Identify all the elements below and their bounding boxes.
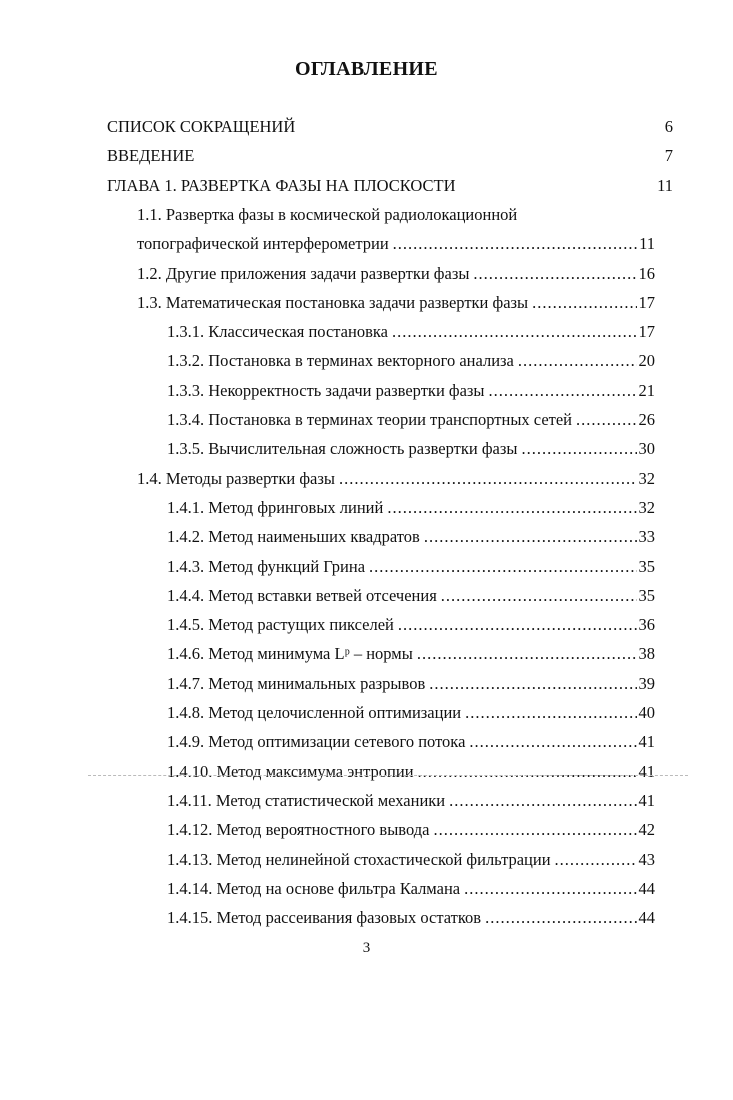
toc-entry-page: 17 <box>638 322 655 342</box>
toc-entry-title: 1.4.11. Метод статистической механики <box>167 790 446 810</box>
dot-leader <box>449 791 636 811</box>
toc-entry-page: 41 <box>638 732 655 752</box>
toc-entry-title: 1.4.14. Метод на основе фильтра Калмана <box>167 878 461 898</box>
toc-entry-title: 1.4.10. Метод максимума энтропии <box>167 761 414 781</box>
dot-leader <box>398 615 637 635</box>
toc-entry-title: СПИСОК СОКРАЩЕНИЙ <box>107 117 296 136</box>
toc-entry <box>167 732 655 756</box>
page-number: 3 <box>362 940 371 956</box>
toc-entry-title: топографической интерферометрии <box>137 234 389 254</box>
toc-entry-page: 44 <box>638 878 655 898</box>
toc-entry <box>167 586 655 610</box>
toc-entry <box>137 469 655 493</box>
toc-entry-title: 1.2. Другие приложения задачи развертки фазы <box>137 263 470 283</box>
dot-leader <box>465 703 636 723</box>
toc-entry-title: 1.3.5. Вычислительная сложность развертки фазы <box>167 439 518 459</box>
toc-entry <box>137 234 655 258</box>
dot-leader <box>393 234 637 254</box>
toc-entry <box>167 644 655 668</box>
toc-entry-title: 1.4.12. Метод вероятностного вывода <box>167 820 430 840</box>
dot-leader <box>417 644 637 664</box>
toc-entry <box>167 674 655 698</box>
dot-leader <box>555 850 637 870</box>
dot-leader <box>485 908 636 928</box>
toc-entry <box>167 850 655 874</box>
toc-entry <box>107 146 673 170</box>
toc-entry <box>167 410 655 434</box>
toc-entry-title: 1.4.5. Метод растущих пикселей <box>167 615 394 635</box>
toc-entry-page: 11 <box>639 234 655 254</box>
toc-entry-page: 7 <box>664 146 673 166</box>
toc-entry-page: 30 <box>638 439 655 459</box>
toc-entry <box>167 439 655 463</box>
toc-entry-title: 1.4.1. Метод фринговых линий <box>167 497 384 517</box>
dot-leader <box>392 322 637 342</box>
dot-leader <box>424 527 637 547</box>
dot-leader <box>387 498 636 518</box>
toc-entry-title: 1.4.15. Метод рассеивания фазовых остатков <box>167 908 482 928</box>
toc-entry-title: 1.4.6. Метод минимума Lᵖ – нормы <box>167 644 413 664</box>
toc-entry <box>167 351 655 375</box>
toc-entry <box>167 615 655 639</box>
toc-entry-title: 1.4.7. Метод минимальных разрывов <box>167 673 426 693</box>
dot-leader <box>469 732 636 752</box>
dot-leader <box>441 586 637 606</box>
dot-leader <box>433 820 636 840</box>
toc-entry-page: 41 <box>638 790 655 810</box>
toc-entry-page: 40 <box>638 703 655 722</box>
toc-entry <box>167 527 655 551</box>
toc-entry-title: 1.4.3. Метод функций Грина <box>167 556 366 576</box>
toc-entry-page: 42 <box>638 820 655 840</box>
toc-entry-page: 17 <box>638 292 655 312</box>
toc-entry-page: 16 <box>638 263 655 283</box>
toc-entry-title: ВВЕДЕНИЕ <box>107 146 195 166</box>
toc-entry <box>167 879 655 903</box>
toc-entry <box>137 293 655 317</box>
dot-leader <box>418 762 637 782</box>
toc-entry <box>167 762 655 786</box>
toc-entry-page: 38 <box>638 644 655 664</box>
toc-entry <box>167 703 655 727</box>
toc-entry <box>137 264 655 288</box>
toc-entry-page: 35 <box>638 556 655 576</box>
dot-leader <box>576 410 636 430</box>
toc-entry-page: 11 <box>657 175 673 195</box>
dot-leader <box>521 439 636 459</box>
toc-entry-title: 1.3.1. Классическая постановка <box>167 322 388 342</box>
dot-leader <box>464 879 636 899</box>
toc-entry-page: 36 <box>638 615 655 635</box>
toc-entry-title: 1.4. Методы развертки фазы <box>137 468 335 488</box>
toc-entry-page: 39 <box>638 673 655 693</box>
toc-entry-page: 26 <box>638 410 655 429</box>
toc-entry-page: 35 <box>638 585 655 605</box>
toc-entry <box>167 498 655 522</box>
toc-entry-title: 1.4.4. Метод вставки ветвей отсечения <box>167 585 437 605</box>
toc-entry-title: 1.1. Развертка фазы в космической радиолокационной <box>137 204 518 224</box>
toc-entry-page: 41 <box>638 761 655 781</box>
dot-leader <box>429 674 636 694</box>
page-title: ОГЛАВЛЕНИЕ <box>295 58 438 80</box>
toc-entry-title: ГЛАВА 1. РАЗВЕРТКА ФАЗЫ НА ПЛОСКОСТИ <box>107 175 456 195</box>
dot-leader <box>339 469 637 489</box>
toc-entry-page: 20 <box>638 351 655 371</box>
toc-entry-title: 1.4.2. Метод наименьших квадратов <box>167 527 420 547</box>
toc-entry <box>167 908 655 932</box>
toc-entry <box>167 381 655 405</box>
scan-artifact-line <box>88 775 688 776</box>
toc-entry <box>137 205 655 229</box>
dot-leader <box>532 293 636 313</box>
toc-entry-title: 1.4.13. Метод нелинейной стохастической фильтрации <box>167 849 551 869</box>
toc-entry-title: 1.3.2. Постановка в терминах векторного анализа <box>167 351 514 371</box>
toc-entry-title: 1.3. Математическая постановка задачи развертки фазы <box>137 292 529 312</box>
toc-entry-page: 43 <box>638 849 655 869</box>
toc-entry-page: 44 <box>638 908 655 928</box>
toc-entry-title: 1.3.4. Постановка в терминах теории транспортных сетей <box>167 410 573 429</box>
dot-leader <box>489 381 637 401</box>
toc-entry <box>167 820 655 844</box>
toc-entry-page: 6 <box>664 117 673 136</box>
dot-leader <box>369 557 636 577</box>
toc-entry-title: 1.4.9. Метод оптимизации сетевого потока <box>167 732 466 752</box>
toc-entry <box>167 322 655 346</box>
toc-entry <box>167 557 655 581</box>
toc-entry <box>107 176 673 200</box>
dot-leader <box>473 264 636 284</box>
toc-entry-page: 21 <box>638 380 655 400</box>
dot-leader <box>518 351 637 371</box>
toc-entry-page: 33 <box>638 527 655 547</box>
toc-entry-title: 1.3.3. Некорректность задачи развертки фазы <box>167 380 485 400</box>
toc-entry <box>107 117 673 141</box>
toc-entry-page: 32 <box>638 468 655 488</box>
toc-entry-page: 32 <box>638 497 655 517</box>
toc-entry-title: 1.4.8. Метод целочисленной оптимизации <box>167 703 462 722</box>
toc-entry <box>167 791 655 815</box>
